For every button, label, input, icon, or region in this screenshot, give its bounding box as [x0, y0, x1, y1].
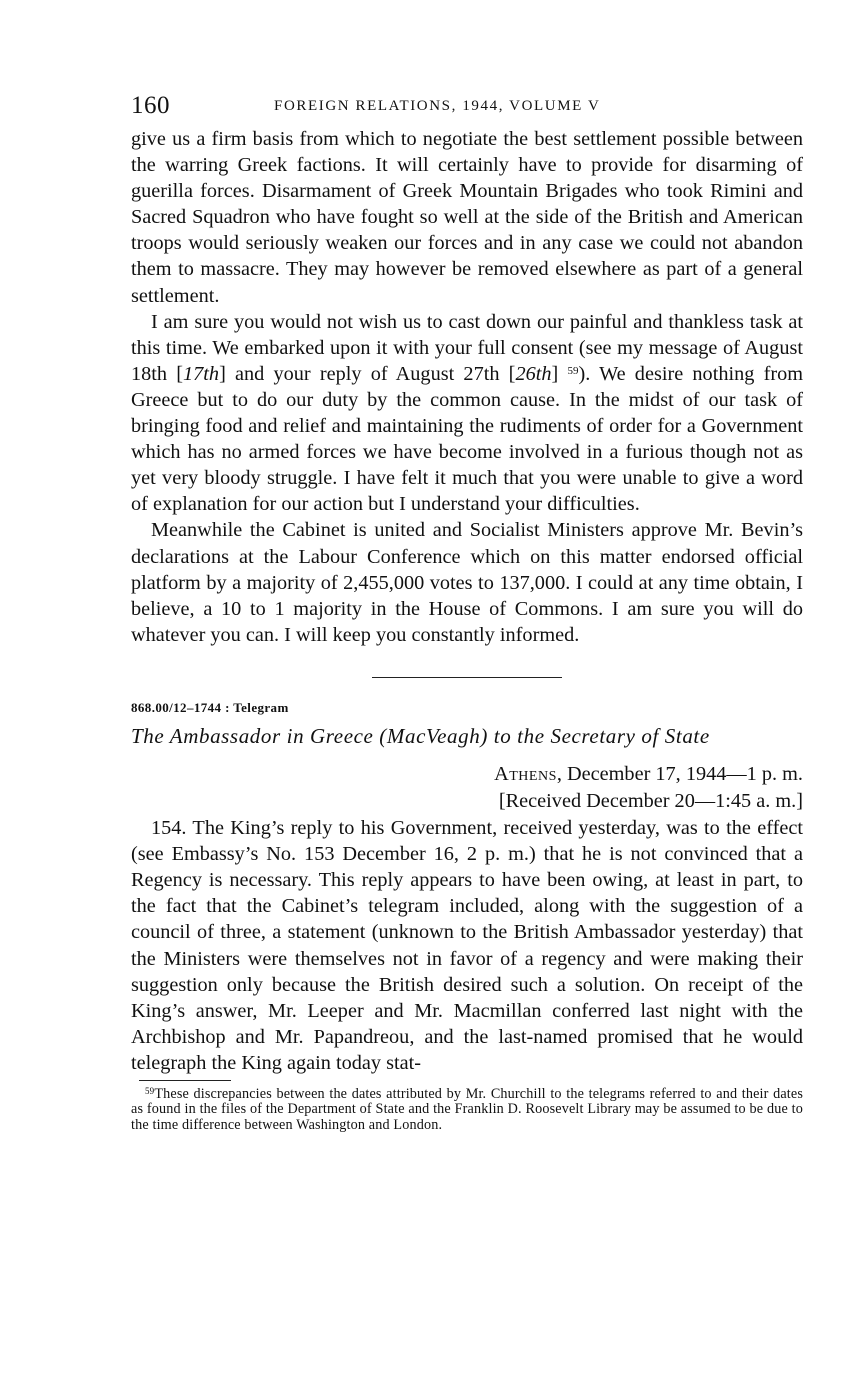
document-id: 868.00/12–1744 : Telegram — [131, 699, 289, 715]
dateline-date: , December 17, 1944—1 p. m. — [556, 762, 803, 785]
paragraph-2-text-c: ] — [551, 362, 568, 385]
telegram-body — [131, 815, 803, 1076]
paragraph-2-text-d: ). We desire nothing from Greece but to do our duty by the common cause. In the midst of our task of bringing food and relief and maintaining the rudiments of order for a Government which has no armed forces we have become involved in a furious though not as yet very bloody struggle. I have felt it much that you were unable to give a word of explanation for our action but I understand your difficulties. — [131, 362, 803, 516]
footnote-reference[interactable]: 59 — [567, 364, 579, 377]
footnote-text: These discrepancies between the dates attributed by Mr. Churchill to the telegrams referred to and their dates as found in the files of the Department of State and the Franklin D. Roosevelt Library may be assumed to be due to the time difference between Washington and London. — [131, 1086, 803, 1133]
running-title: FOREIGN RELATIONS, 1944, VOLUME V — [274, 98, 601, 114]
dateline-place: Athens — [494, 762, 557, 785]
page-header — [131, 92, 803, 126]
date-correction-17th: 17th — [183, 362, 220, 385]
paragraph-3: Meanwhile the Cabinet is united and Socialist Ministers approve Mr. Bevin’s declarations at the Labour Conference which on this matter endorsed official platform by a majority of 2,455,000 votes to 137,000. I could at any time obtain, I believe, a 10 to 1 majority in the House of Commons. I am sure you will do whatever you can. I will keep you constantly informed. — [131, 519, 803, 646]
telegram-paragraph: 154. The King’s reply to his Government, received yesterday, was to the effect (see Embassy’s No. 153 December 16, 2 p. m.) that he is not convinced that a Regency is necessary. This reply appears to have been owing, at least in part, to the fact that the Cabinet’s telegram included, along with the suggestion of a council of three, a statement (unknown to the British Ambassador yesterday) that the Ministers were themselves not in favor of a regency and were making their suggestion only because the British desired such a solution. On receipt of the King’s answer, Mr. Leeper and Mr. Macmillan conferred last night with the Archbishop and Mr. Papandreou, and the last-named promised that he would telegraph the King again today stat- — [131, 817, 803, 1074]
paragraph-1: give us a firm basis from which to negotiate the best settlement possible between the warring Greek factions. It will certainly have to provide for disarming of guerilla forces. Disarmament of Greek Mountain Brigades who took Rimini and Sacred Squadron who have fought so well at the side of the British and American troops would seriously weaken our forces and in any case we could not abandon them to massacre. They may however be removed elsewhere as part of a general settlement. — [131, 128, 803, 307]
footnote-divider — [139, 1080, 231, 1081]
footnote — [131, 1087, 803, 1133]
section-divider — [372, 677, 562, 678]
page-number: 160 — [131, 92, 170, 119]
dateline-sent — [131, 761, 803, 787]
footnote-marker: 59 — [145, 1086, 155, 1096]
date-correction-26th: 26th — [515, 362, 552, 385]
letter-continuation — [131, 126, 803, 648]
paragraph-2-text-a: I am sure you would not wish us to cast down our painful and thankless task at this time. We embarked upon it with your full consent (see my message of August 18th [ — [131, 310, 803, 385]
paragraph-2-text-b: ] and your reply of August 27th [ — [219, 362, 516, 385]
document-title: The Ambassador in Greece (MacVeagh) to the Secretary of State — [131, 723, 710, 748]
paragraph-2 — [131, 309, 803, 518]
document-page — [131, 92, 803, 1133]
dateline-received: [Received December 20—1:45 a. m.] — [498, 789, 803, 812]
